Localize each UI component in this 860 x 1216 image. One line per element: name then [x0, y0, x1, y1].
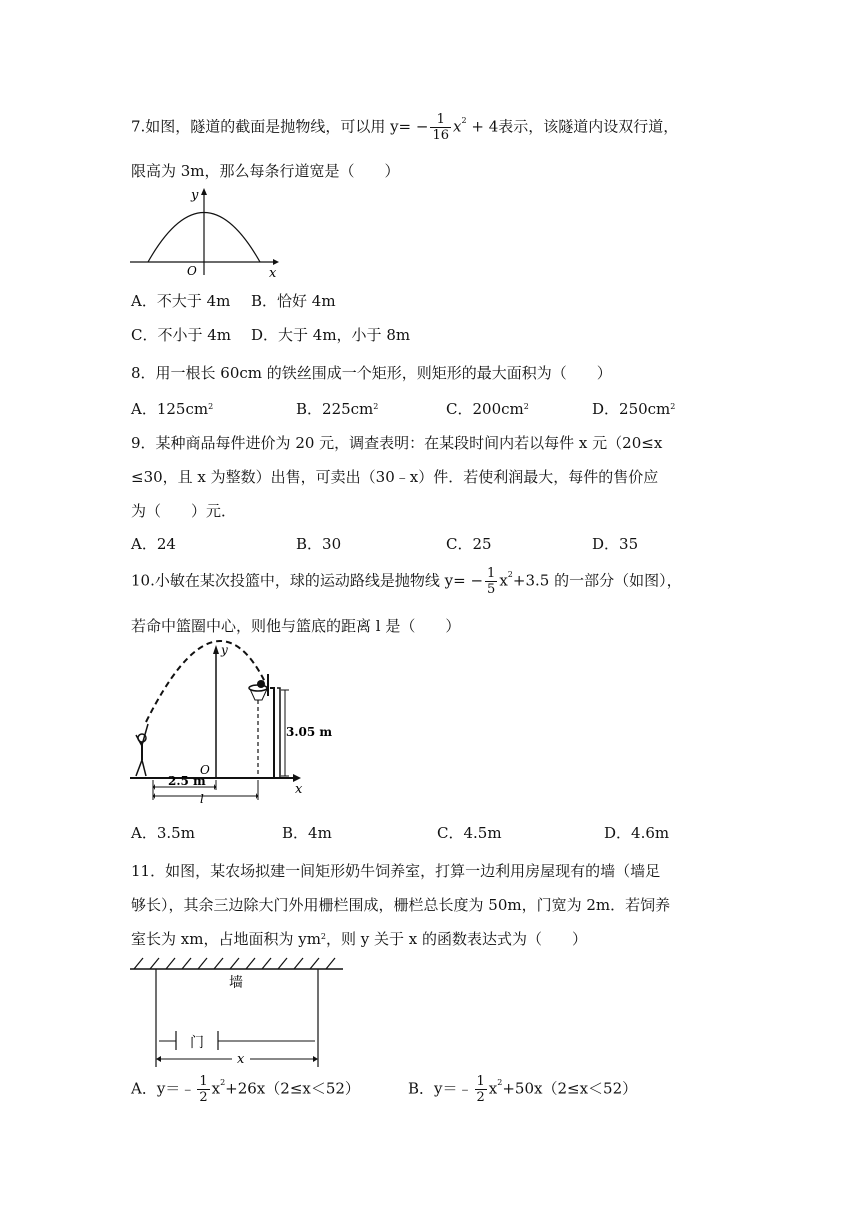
q8-option-b [296, 398, 378, 420]
q10-dist-label: 2.5 m [168, 774, 206, 788]
q8-option-d-exp: 2 [670, 402, 676, 411]
q8-option-d-text: D．250cm [592, 400, 671, 418]
q7-text-pre: 7.如图，隧道的截面是抛物线，可以用 y= [131, 117, 412, 136]
q9-option-c: C．25 [446, 535, 492, 553]
q11-option-a-frac-num: 1 [199, 1074, 208, 1089]
q9-line1: 9．某种商品每件进价为 20 元，调查表明：在某段时间内若以每件 x 元（20≤x [131, 434, 663, 452]
q11-line3-post: ，则 y 关于 x 的函数表达式为（ ） [326, 930, 588, 948]
q11-figure [128, 955, 348, 1067]
q7-fraction [430, 112, 451, 143]
q10-expr-tail: +3.5 [512, 571, 550, 590]
q11-x-label: x [237, 1052, 245, 1067]
q8-option-a-text: A．125cm [131, 400, 209, 418]
q7-x-label: x [269, 266, 277, 281]
q10-y-arrow [213, 645, 219, 654]
q9-line3: 为（ ）元． [131, 502, 237, 520]
q10-text-post: 的一部分（如图）， [554, 571, 682, 590]
q10-expr-x: x [499, 571, 508, 590]
q11-line3 [131, 928, 587, 950]
q10-option-d: D．4.6m [604, 824, 670, 842]
q11-line3-exp: 2 [320, 932, 327, 941]
q8-option-a-exp: 2 [208, 402, 214, 411]
q10-x-label: x [295, 782, 303, 797]
q11-option-a-fraction [197, 1074, 209, 1105]
q11-wall-label: 墙 [229, 975, 243, 991]
q8-option-c-text: C．200cm [446, 400, 524, 418]
q10-y-label: y [221, 643, 228, 657]
q11-option-b-frac-num: 1 [476, 1074, 485, 1089]
q7-frac-den: 16 [432, 128, 450, 143]
q7-expr-x: x [453, 117, 462, 136]
q11-option-a-pre: A．y＝﹣ [131, 1079, 196, 1098]
q7-frac-num: 1 [430, 112, 451, 128]
q7-figure [128, 185, 288, 280]
q7-o-label: O [187, 264, 197, 278]
q7-y-arrow [201, 188, 207, 195]
q11-option-b-tail: +50x（2≤x＜52） [502, 1079, 638, 1098]
q11-option-b [408, 1074, 637, 1105]
q11-option-b-frac-den: 2 [476, 1090, 485, 1105]
q10-line2: 若命中篮圈中心，则他与篮底的距离 l 是（ ） [131, 617, 461, 635]
q7-x-arrow [273, 259, 279, 265]
q10-frac-num: 1 [487, 566, 496, 581]
q8-option-b-text: B．225cm [296, 400, 374, 418]
q7-expr-tail: + 4 [471, 117, 499, 136]
q7-minus: − [415, 117, 429, 136]
q7-line1 [131, 112, 678, 143]
q11-option-b-pre: B．y＝﹣ [408, 1079, 473, 1098]
q10-option-b: B．4m [282, 824, 332, 842]
q11-door-label: 门 [190, 1035, 204, 1051]
q11-option-a [131, 1074, 360, 1105]
q9-option-b: B．30 [296, 535, 342, 553]
q10-fraction [485, 566, 497, 597]
q9-option-d: D．35 [592, 535, 639, 553]
q7-text-post: 表示，该隧道内设双行道， [498, 117, 679, 136]
q11-option-b-fraction [475, 1074, 487, 1105]
q10-l-label: l [200, 792, 204, 806]
q7-option-b: B．恰好 4m [251, 292, 336, 310]
q11-option-a-tail: +26x（2≤x＜52） [225, 1079, 360, 1098]
q10-minus: − [470, 571, 484, 590]
q8-option-d [592, 398, 675, 420]
q11-option-b-exp: 2 [497, 1078, 503, 1087]
q8-option-c-exp: 2 [523, 402, 529, 411]
q10-text-pre: 10.小敏在某次投篮中，球的运动路线是抛物线 y= [131, 571, 466, 590]
q10-x-arrow [293, 774, 301, 782]
q11-line1: 11．如图，某农场拟建一间矩形奶牛饲养室，打算一边利用房屋现有的墙（墙足 [131, 862, 661, 880]
q9-line2: ≤30，且 x 为整数）出售，可卖出（30﹣x）件．若使利润最大，每件的售价应 [131, 468, 659, 486]
q10-expr-exp: 2 [507, 570, 513, 579]
q11-option-a-exp: 2 [220, 1078, 226, 1087]
q8-stem: 8．用一根长 60cm 的铁丝围成一个矩形，则矩形的最大面积为（ ） [131, 364, 612, 382]
q7-line2: 限高为 3m，那么每条行道宽是（ ） [131, 162, 400, 180]
q10-option-c: C．4.5m [437, 824, 502, 842]
q10-frac-den: 5 [487, 582, 496, 597]
q10-trajectory [146, 641, 266, 722]
q10-o-label: O [200, 763, 210, 777]
q10-option-a: A．3.5m [131, 824, 195, 842]
q7-option-c: C．不小于 4m [131, 326, 232, 344]
q7-option-a: A．不大于 4m [131, 292, 231, 310]
q7-y-label: y [191, 188, 199, 203]
q10-hoop-stand [249, 674, 280, 778]
q11-option-a-x: x [211, 1079, 221, 1098]
q7-expr-exp: 2 [461, 116, 467, 125]
q10-figure [128, 640, 333, 806]
q11-line2: 够长），其余三边除大门外用栅栏围成，栅栏总长度为 50m，门宽为 2m．若饲养 [131, 896, 671, 914]
q8-option-b-exp: 2 [373, 402, 379, 411]
q10-line1 [131, 566, 682, 597]
q11-line3-pre: 室长为 xm，占地面积为 ym [131, 930, 321, 948]
q7-option-d: D．大于 4m，小于 8m [251, 326, 411, 344]
q11-option-a-frac-den: 2 [199, 1090, 208, 1105]
q8-option-a [131, 398, 213, 420]
q9-option-a: A．24 [131, 535, 176, 553]
q11-wall-hatch [134, 958, 335, 969]
q10-player [136, 724, 148, 776]
q8-option-c [446, 398, 529, 420]
q10-height-label: 3.05 m [286, 725, 333, 739]
q11-option-b-x: x [488, 1079, 498, 1098]
